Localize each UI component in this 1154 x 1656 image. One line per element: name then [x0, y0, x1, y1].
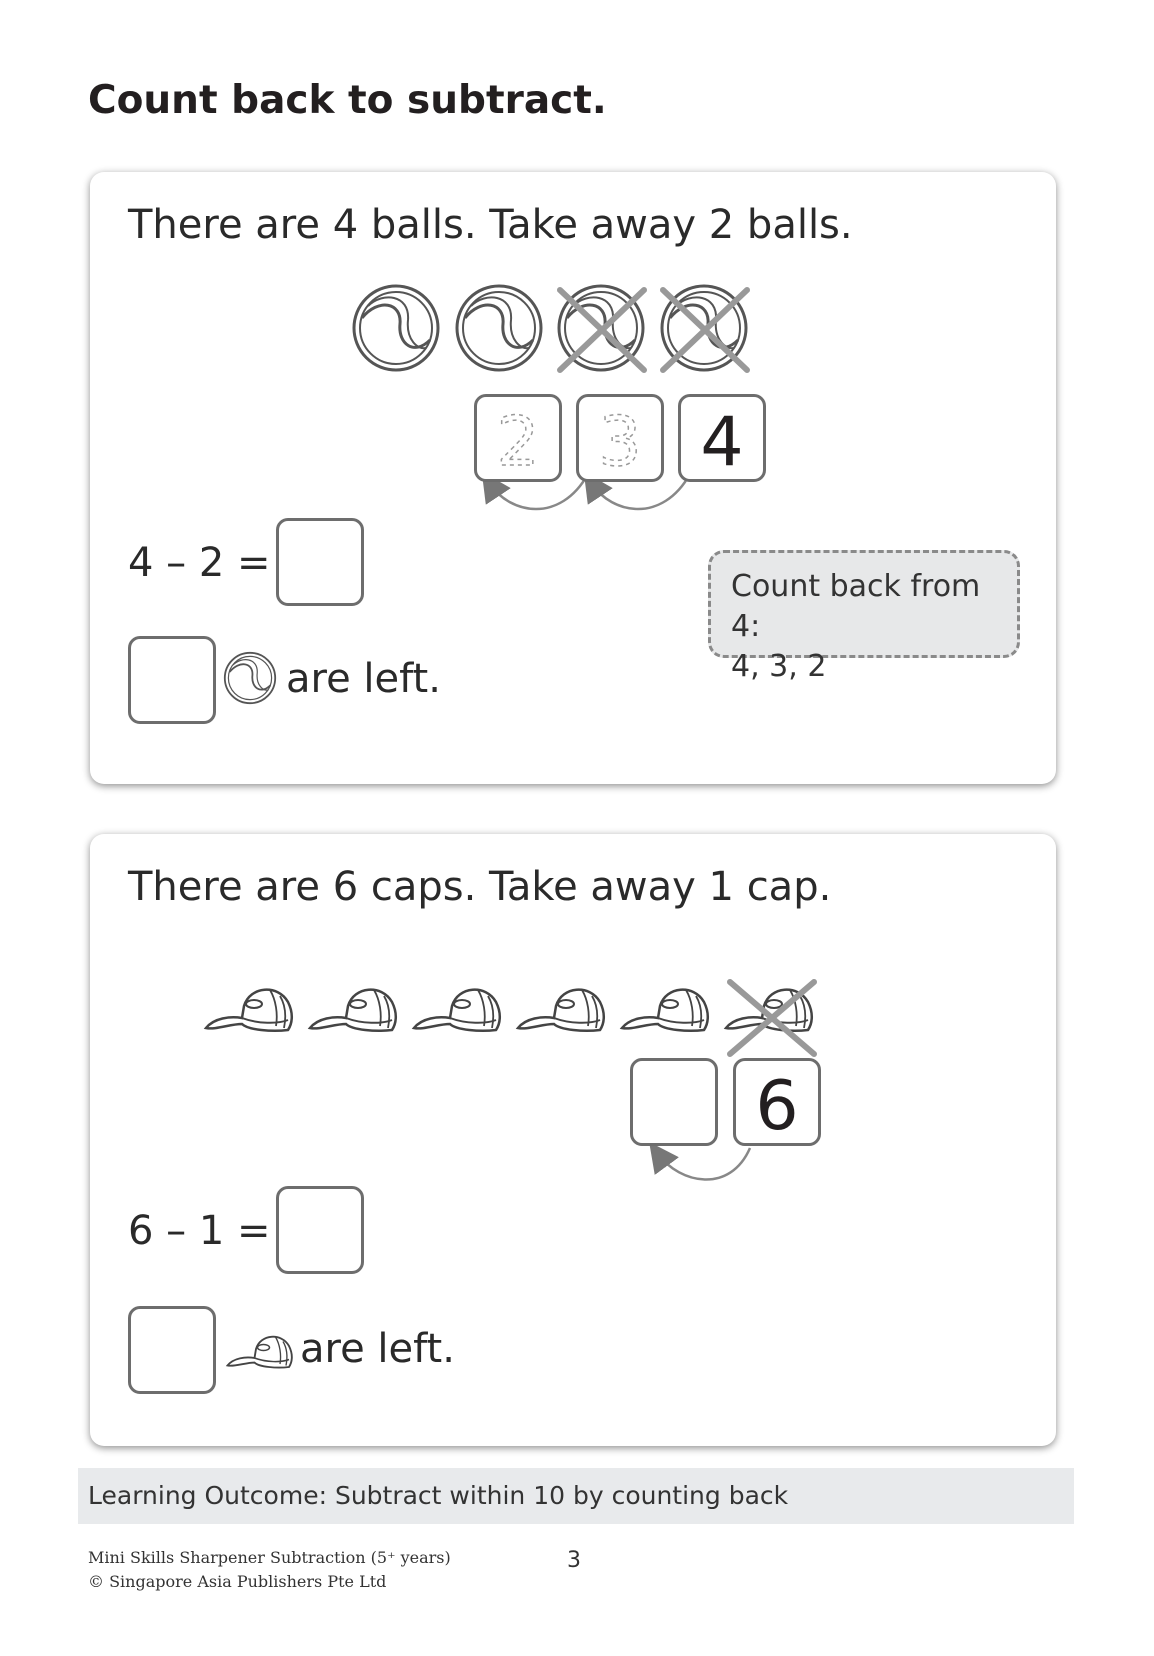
count-answer-box[interactable]: [128, 1306, 216, 1394]
traced-number-3: 3: [598, 403, 642, 482]
hint-line-1: Count back from 4:: [731, 569, 981, 644]
footer-title: Mini Skills Sharpener Subtraction (5⁺ years): [88, 1548, 451, 1567]
learning-outcome-text: Learning Outcome: Subtract within 10 by counting back: [88, 1481, 789, 1510]
number-6: 6: [755, 1067, 799, 1146]
count-back-arrows: [658, 1148, 750, 1180]
number-box-6: [733, 1058, 821, 1146]
page-heading: Count back to subtract.: [88, 78, 607, 123]
cap-icon: [224, 1326, 294, 1376]
ball-icon: [222, 650, 278, 706]
number-box-blank[interactable]: [630, 1058, 718, 1146]
cap-icon: [310, 990, 396, 1031]
cap-icon: [414, 990, 500, 1031]
equation: 6 – 1 =: [128, 1208, 271, 1254]
footer: [88, 1546, 451, 1594]
question-card-balls: [90, 172, 1056, 784]
learning-outcome-bar: [78, 1468, 1074, 1524]
number-box-3: [576, 394, 664, 482]
number-4: 4: [700, 403, 744, 482]
cap-icon: [206, 990, 292, 1031]
answer-box[interactable]: [276, 1186, 364, 1274]
are-left-text: are left.: [286, 656, 441, 702]
cap-icon: [518, 990, 604, 1031]
question-prompt: There are 6 caps. Take away 1 cap.: [128, 864, 832, 910]
count-answer-box[interactable]: [128, 636, 216, 724]
answer-box[interactable]: [276, 518, 364, 606]
number-box-2: [474, 394, 562, 482]
ball-icon: [354, 286, 438, 370]
are-left-text: are left.: [300, 1326, 455, 1372]
number-box-4: [678, 394, 766, 482]
hint-box: [708, 550, 1020, 684]
footer-copyright: © Singapore Asia Publishers Pte Ltd: [88, 1572, 387, 1591]
question-card-caps: [90, 834, 1056, 1446]
hint-line-2: 4, 3, 2: [731, 649, 827, 684]
equation: 4 – 2 =: [128, 540, 271, 586]
page-number: 3: [567, 1548, 581, 1573]
cap-icon: [622, 990, 708, 1031]
traced-number-2: 2: [496, 403, 540, 482]
ball-icon: [457, 286, 541, 370]
question-prompt: There are 4 balls. Take away 2 balls.: [128, 202, 853, 248]
